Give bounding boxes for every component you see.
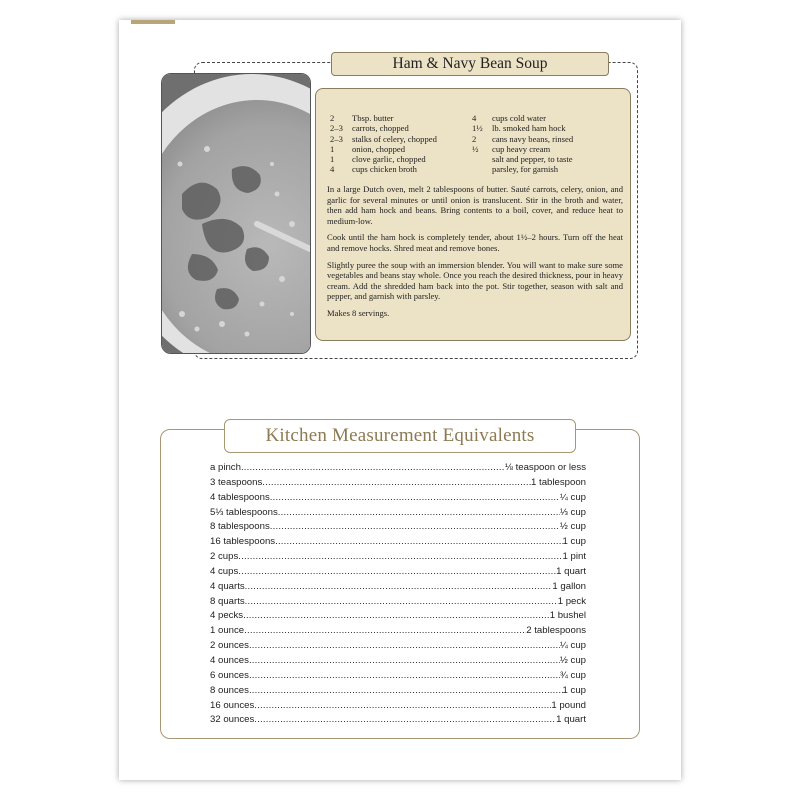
equivalent-row: [210, 550, 586, 565]
ingredient-qty: [472, 164, 492, 174]
ingredient-qty: 2: [330, 113, 335, 123]
dot-leader: [243, 609, 550, 624]
measure-label: 4 tablespoons: [210, 491, 270, 503]
page-sheet: [119, 20, 681, 780]
equivalent-row: [210, 476, 586, 491]
equivalent-row: [210, 461, 586, 476]
ingredient-item: clove garlic, chopped: [352, 154, 426, 165]
servings-note: Makes 8 servings.: [327, 307, 390, 318]
equivalents-list: [210, 461, 586, 728]
ingredient-qty: 1: [330, 143, 335, 154]
dot-leader: [270, 491, 560, 506]
dot-leader: [270, 520, 560, 535]
equivalent-value: 1 gallon: [552, 580, 586, 592]
ingredient-item: Tbsp. butter: [352, 113, 394, 123]
ingredient-row: [330, 154, 620, 164]
equivalent-value: 1 pound: [551, 699, 586, 711]
dot-leader: [245, 595, 558, 610]
measure-label: 4 quarts: [210, 580, 245, 592]
equivalent-row: [210, 595, 586, 610]
measure-label: 4 cups: [210, 565, 239, 577]
equivalents-title: Kitchen Measurement Equivalents: [224, 419, 576, 453]
equivalent-value: ⅛ teaspoon or less: [504, 462, 586, 473]
equivalent-row: [210, 609, 586, 624]
recipe-title: Ham & Navy Bean Soup: [331, 52, 609, 76]
dot-leader: [238, 565, 556, 580]
equivalent-value: ¼ cup: [559, 491, 586, 503]
ingredient-list: [330, 113, 620, 175]
equivalent-value: ¼ cup: [559, 640, 586, 652]
equivalent-row: [210, 565, 586, 580]
ingredient-row: [330, 113, 620, 123]
ingredient-item: cans navy beans, rinsed: [492, 133, 574, 144]
ingredient-item: salt and pepper, to taste: [492, 154, 573, 165]
ingredient-row: [330, 134, 620, 144]
ingredient-qty: 4: [472, 113, 477, 123]
direction-paragraph: Cook until the ham hock is completely tender, about 1½–2 hours. Turn off the heat and remove hocks. Shred meat and remove bones.: [327, 232, 623, 253]
dot-leader: [275, 535, 562, 550]
measure-label: 1 ounce: [210, 625, 245, 637]
dot-leader: [249, 684, 563, 699]
measure-label: 5⅓ tablespoons: [210, 506, 278, 518]
ingredient-item: stalks of celery, chopped: [352, 133, 437, 144]
equivalent-value: ⅓ cup: [559, 506, 586, 518]
measure-label: 16 tablespoons: [210, 536, 276, 548]
ingredient-qty: 2–3: [330, 133, 343, 144]
ingredient-item: cup heavy cream: [492, 143, 551, 154]
equivalent-value: ¾ cup: [559, 669, 586, 681]
dot-leader: [262, 476, 531, 491]
equivalent-row: [210, 654, 586, 669]
equivalent-row: [210, 535, 586, 550]
measure-label: 3 teaspoons: [210, 476, 263, 488]
equivalent-row: [210, 684, 586, 699]
direction-paragraph: In a large Dutch oven, melt 2 tablespoons of butter. Sauté carrots, celery, onion, and garlic for several minutes or until onion is translucent. Stir in the broth and water, then add ham hock and beans. Bring contents to a boil, cover, and reduce heat to medium-low.: [327, 184, 623, 226]
equivalent-value: 1 peck: [557, 595, 586, 607]
equivalent-value: 1 quart: [556, 714, 586, 726]
ingredient-qty: [472, 154, 492, 164]
dot-leader: [249, 639, 560, 654]
equivalent-row: [210, 713, 586, 728]
equivalent-row: [210, 669, 586, 684]
dot-leader: [254, 699, 551, 714]
ingredient-qty: 1: [330, 154, 335, 165]
equivalent-value: 2 tablespoons: [526, 625, 586, 637]
measure-label: 8 ounces: [210, 684, 249, 696]
dot-leader: [244, 624, 526, 639]
ingredient-item: lb. smoked ham hock: [492, 123, 566, 134]
ingredient-item: parsley, for garnish: [492, 164, 559, 175]
equivalent-value: ½ cup: [559, 521, 586, 533]
measure-label: a pinch: [210, 462, 241, 473]
measure-label: 2 cups: [210, 551, 239, 563]
equivalent-row: [210, 491, 586, 506]
equivalent-row: [210, 624, 586, 639]
ingredient-item: cups cold water: [492, 113, 546, 123]
ingredient-item: cups chicken broth: [352, 164, 417, 175]
equivalent-value: 1 quart: [556, 565, 586, 577]
dot-leader: [254, 713, 556, 728]
equivalent-value: 1 tablespoon: [531, 476, 586, 488]
dot-leader: [245, 580, 553, 595]
equivalent-value: 1 bushel: [549, 610, 586, 622]
ingredient-row: [330, 144, 620, 154]
measure-label: 2 ounces: [210, 640, 249, 652]
recipe-panel: [315, 88, 631, 341]
soup-photo: [161, 73, 311, 354]
ingredient-item: carrots, chopped: [352, 123, 409, 134]
ingredient-qty: ½: [472, 143, 479, 154]
direction-paragraph: Slightly puree the soup with an immersion blender. You will want to make sure some vegetables and beans stay whole. Once you reach the desired thickness, pour in heavy cream. Add the shredded ham back into the pot. Stir together, season with salt and pepper, and garnish with parsley.: [327, 259, 623, 302]
ingredient-qty: 1½: [472, 123, 483, 134]
measure-label: 4 ounces: [210, 654, 249, 666]
measure-label: 8 tablespoons: [210, 521, 270, 533]
ingredient-row: [330, 123, 620, 133]
equivalent-value: ½ cup: [559, 654, 586, 666]
equivalent-row: [210, 580, 586, 595]
equivalent-row: [210, 520, 586, 535]
ingredient-qty: 2–3: [330, 123, 343, 134]
dot-leader: [249, 669, 560, 684]
equivalent-value: 1 cup: [562, 536, 586, 548]
dot-leader: [278, 506, 560, 521]
ingredient-row: [330, 164, 620, 174]
equivalent-value: 1 cup: [562, 684, 586, 696]
dot-leader: [238, 550, 562, 565]
measure-label: 16 ounces: [210, 699, 255, 711]
measure-label: 4 pecks: [210, 610, 244, 622]
dot-leader: [249, 654, 560, 669]
recipe-directions: [327, 184, 623, 325]
measure-label: 6 ounces: [210, 669, 249, 681]
ingredient-qty: 2: [472, 133, 477, 144]
dot-leader: [241, 461, 505, 476]
equivalent-row: [210, 506, 586, 521]
equivalent-row: [210, 699, 586, 714]
ingredient-item: onion, chopped: [352, 143, 405, 154]
measure-label: 8 quarts: [210, 595, 245, 607]
equivalent-value: 1 pint: [562, 551, 586, 563]
ingredient-qty: 4: [330, 164, 335, 175]
measure-label: 32 ounces: [210, 714, 255, 726]
equivalent-row: [210, 639, 586, 654]
page-accent-tab: [131, 20, 175, 24]
